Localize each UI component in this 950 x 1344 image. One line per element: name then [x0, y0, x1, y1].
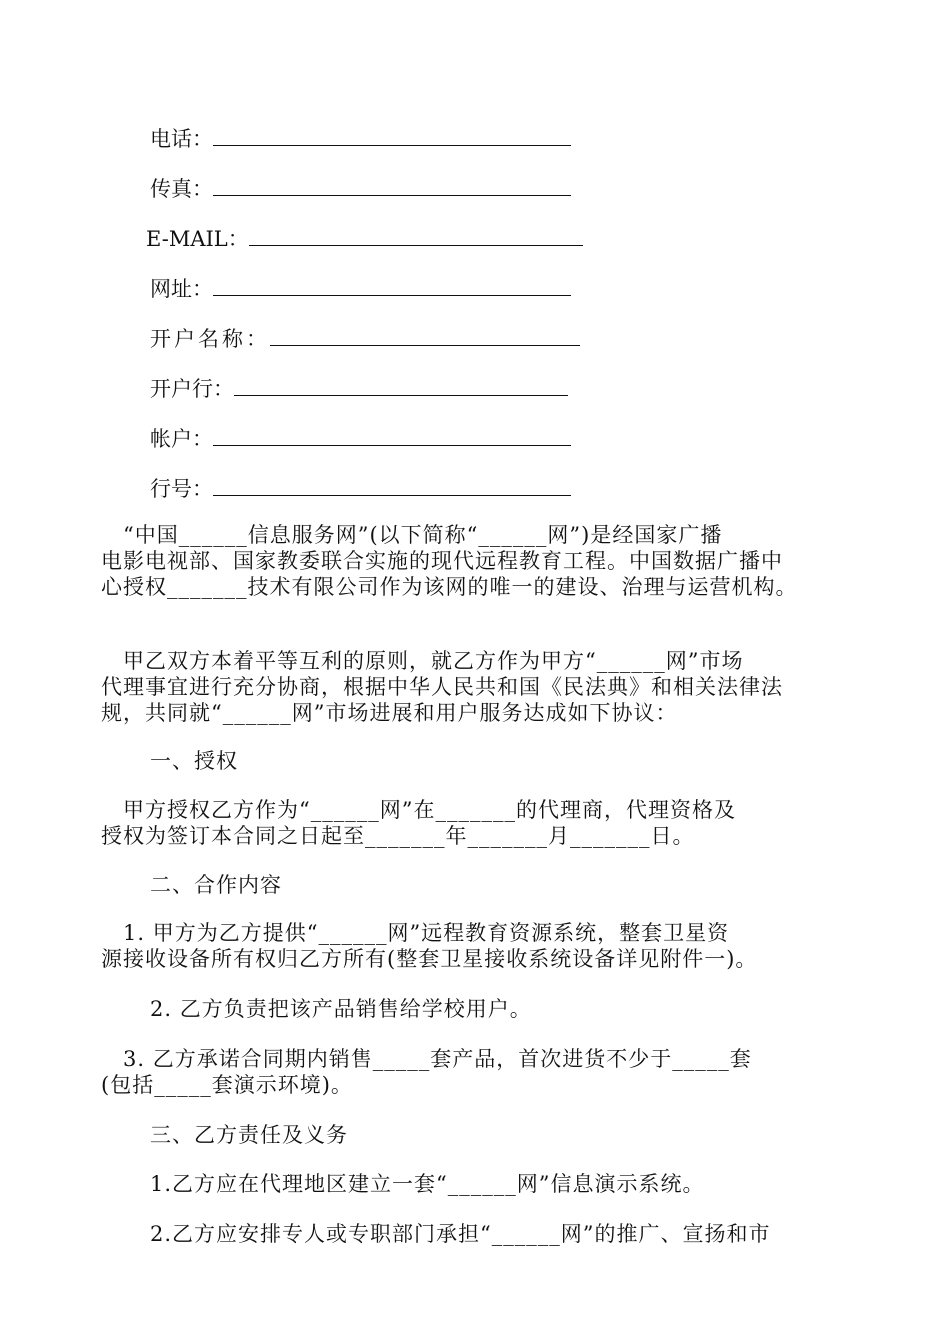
preamble-paragraph-line-3: 规，共同就“______网”市场进展和用户服务达成如下协议： [101, 701, 678, 725]
authorization-paragraph-line-2: 授权为签订本合同之日起至_______年_______月_______日。 [101, 824, 695, 848]
preamble-paragraph-line-2: 代理事宜进行充分协商，根据中华人民共和国《民法典》和相关法律法 [101, 675, 783, 699]
cooperation-item-2: 2. 乙方负责把该产品销售给学校用户。 [150, 997, 532, 1021]
website-blank-line [213, 275, 571, 296]
bank-field-row [150, 374, 568, 404]
account-label: 帐户： [150, 427, 213, 451]
email-blank-line [249, 225, 583, 246]
account-name-field-row [150, 324, 580, 354]
section-heading-obligations: 三、乙方责任及义务 [150, 1123, 348, 1147]
cooperation-item-1-line-1: 1. 甲方为乙方提供“______网”远程教育资源系统，整套卫星资 [101, 921, 730, 945]
phone-field-row [150, 124, 571, 154]
bank-code-field-row [150, 474, 571, 504]
account-name-label: 开户名称： [150, 327, 270, 351]
website-label: 网址： [150, 277, 213, 301]
cooperation-item-1-line-2: 源接收设备所有权归乙方所有(整套卫星接收系统设备详见附件一)。 [101, 947, 758, 971]
intro-paragraph-line-1: “中国______信息服务网”(以下简称“______网”)是经国家广播 [101, 523, 723, 547]
fax-label: 传真： [150, 177, 213, 201]
intro-paragraph-line-2: 电影电视部、国家教委联合实施的现代远程教育工程。中国数据广播中 [101, 549, 783, 573]
email-field-row [146, 224, 583, 254]
bank-code-label: 行号： [150, 477, 213, 501]
fax-field-row [150, 174, 571, 204]
section-heading-cooperation: 二、合作内容 [150, 873, 282, 897]
email-label: E-MAIL： [146, 227, 249, 251]
account-field-row [150, 424, 571, 454]
fax-blank-line [213, 175, 571, 196]
bank-label: 开户行： [150, 377, 234, 401]
phone-blank-line [213, 125, 571, 146]
authorization-paragraph-line-1: 甲方授权乙方作为“______网”在_______的代理商，代理资格及 [101, 798, 736, 822]
obligation-item-2: 2.乙方应安排专人或专职部门承担“______网”的推广、宣扬和市 [150, 1222, 771, 1246]
website-field-row [150, 274, 571, 304]
section-heading-authorization: 一、授权 [150, 749, 238, 773]
bank-blank-line [234, 375, 568, 396]
account-name-blank-line [270, 325, 580, 346]
account-blank-line [213, 425, 571, 446]
preamble-paragraph-line-1: 甲乙双方本着平等互利的原则，就乙方作为甲方“______网”市场 [101, 649, 744, 673]
phone-label: 电话： [150, 127, 213, 151]
obligation-item-1: 1.乙方应在代理地区建立一套“______网”信息演示系统。 [150, 1172, 705, 1196]
cooperation-item-3-line-1: 3. 乙方承诺合同期内销售_____套产品，首次进货不少于_____套 [101, 1047, 752, 1071]
bank-code-blank-line [213, 475, 571, 496]
cooperation-item-3-line-2: (包括_____套演示环境)。 [101, 1073, 353, 1097]
intro-paragraph-line-3: 心授权_______技术有限公司作为该网的唯一的建设、治理与运营机构。 [101, 575, 798, 599]
